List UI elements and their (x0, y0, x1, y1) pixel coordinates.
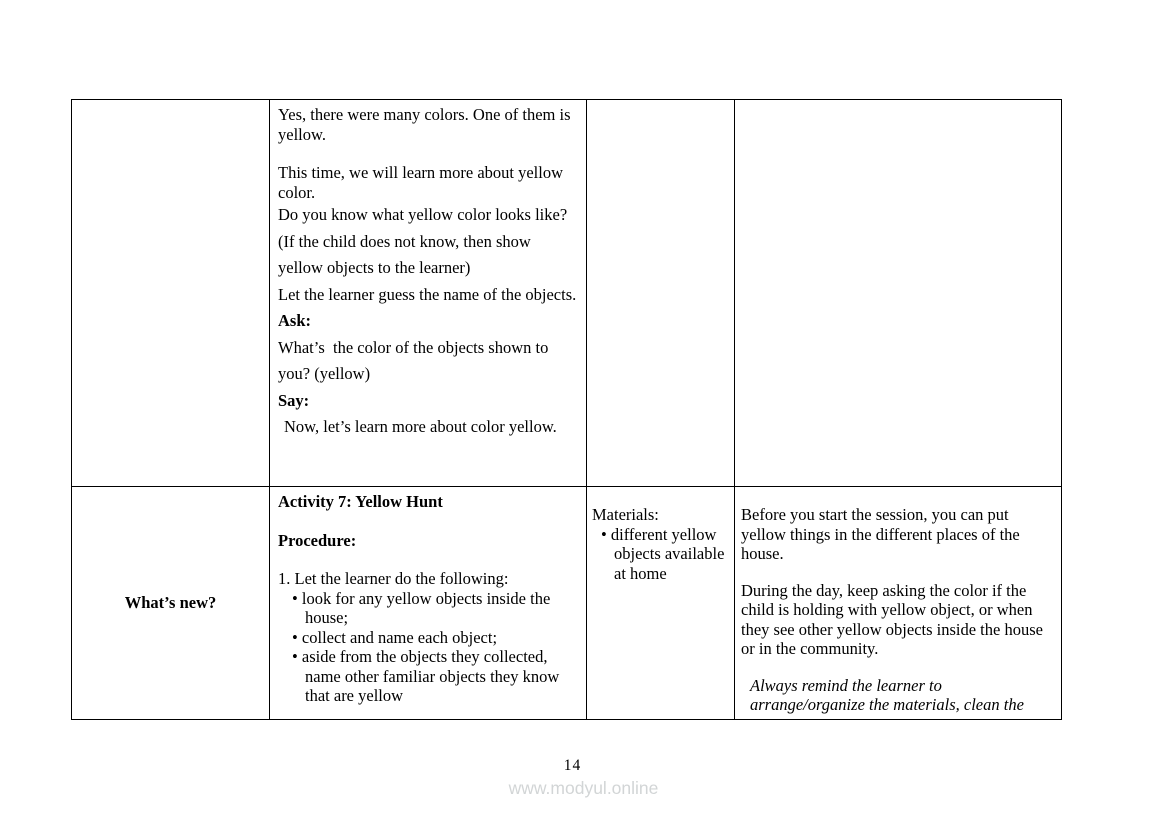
watermark-text: www.modyul.online (508, 778, 659, 798)
ask-question: What’s the color of the objects shown to you? (yellow) (278, 337, 553, 383)
guess-paragraph: Let the learner guess the name of the objects. (278, 284, 577, 304)
say-label: Say: (278, 390, 310, 410)
say-text: Now, let’s learn more about color yellow. (284, 417, 557, 436)
cell-r2-label (72, 487, 270, 720)
section-label: What’s new? (124, 592, 217, 612)
activity-title: Activity 7: Yellow Hunt (278, 492, 443, 511)
reminder-note-line: Always remind the learner to (750, 675, 942, 695)
cell-r2-materials (587, 487, 735, 720)
list-item: • collect and name each object; (278, 628, 580, 648)
table-row (72, 100, 1062, 487)
page-number: 14 (563, 757, 582, 774)
materials-bullet-list (592, 525, 730, 584)
cell-r2-activity (270, 487, 587, 720)
cell-r1-label-empty (72, 100, 270, 487)
reminder-note-line: arrange/organize the materials, clean the (750, 695, 1024, 714)
procedure-bullet-list (278, 589, 580, 706)
question-paragraph: Do you know what yellow color looks like? (278, 205, 568, 224)
parenthetical-paragraph: (If the child does not know, then show yellow objects to the learner) (278, 231, 531, 277)
table-row (72, 487, 1062, 720)
intro-paragraph: Yes, there were many colors. One of them is yellow. (278, 105, 571, 144)
materials-label: Materials: (592, 505, 659, 524)
procedure-label: Procedure: (278, 530, 357, 550)
step-1: 1. Let the learner do the following: (278, 569, 509, 588)
lesson-plan-table (71, 99, 1062, 720)
list-item: • look for any yellow objects inside the house; (278, 589, 580, 628)
reminder-note (750, 676, 1056, 715)
list-item: • different yellow objects available at home (592, 525, 730, 584)
this-time-paragraph: This time, we will learn more about yellow color. (278, 163, 564, 202)
cell-r2-notes (735, 487, 1062, 720)
cell-r1-notes-empty (735, 100, 1062, 487)
cell-r1-script (270, 100, 587, 487)
cell-r1-materials-empty (587, 100, 735, 487)
list-item: • aside from the objects they collected, name other familiar objects they know that are yellow (278, 647, 580, 706)
ask-label: Ask: (278, 311, 312, 330)
notes-paragraph-1: Before you start the session, you can put yellow things in the different places of the house. (741, 505, 1020, 563)
notes-paragraph-2: During the day, keep asking the color if the child is holding with yellow object, or when they see other yellow objects inside the house or in the community. (741, 580, 1043, 658)
